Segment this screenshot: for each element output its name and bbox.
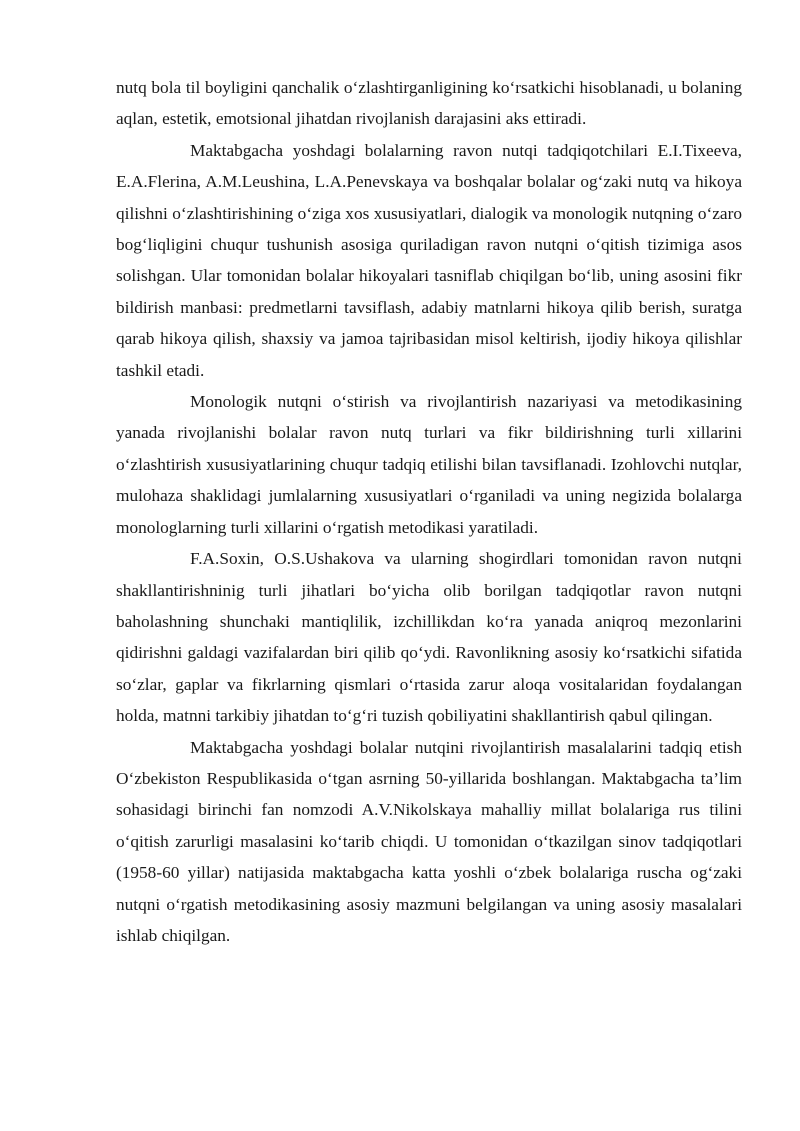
paragraph-monologic-speech: Monologik nutqni o‘stirish va rivojlantirish nazariyasi va metodikasining yanada rivojlanishi bolalar ravon nutq turlari va fikr bildirishning turli xillarini o‘zlashtirish xususiyatlarining chuqur tadqiq etilishi bilan tavsiflanadi. Izohlovchi nutqlar, mulohaza shaklidagi jumlalarning xususiyatlari o‘rganiladi va uning negizida bolalarga monologlarning turli xillarini o‘rgatish metodikasi yaratiladi.	[116, 392, 742, 537]
document-page	[116, 72, 742, 951]
paragraph-ravon-nutq-researchers: Maktabgacha yoshdagi bolalarning ravon nutqi tadqiqotchilari E.I.Tixeeva, E.A.Flerina, A.M.Leushina, L.A.Penevskaya va boshqalar bolalar og‘zaki nutq va hikoya qilishni o‘zlashtirishining o‘ziga xos xususiyatlari, dialogik va monologik nutqning o‘zaro bog‘liqligini chuqur tushunish asosiga quriladigan ravon nutqni o‘qitish tizimiga asos solishgan. Ular tomonidan bolalar hikoyalari tasniflab chiqilgan bo‘lib, uning asosini fikr bildirish manbasi: predmetlarni tavsiflash, adabiy matnlarni hikoya qilib berish, suratga qarab hikoya qilish, shaxsiy va jamoa tajribasidan misol keltirish, ijodiy hikoya qilishlar tashkil etadi.	[116, 140, 742, 380]
paragraph-continuation: nutq bola til boyligini qanchalik o‘zlashtirganligining ko‘rsatkichi hisoblanadi, u bolaning aqlan, estetik, emotsional jihatdan rivojlanish darajasini aks ettiradi.	[116, 78, 742, 129]
paragraph-uzbekistan-research: Maktabgacha yoshdagi bolalar nutqini rivojlantirish masalalarini tadqiq etish O‘zbekiston Respublikasida o‘tgan asrning 50-yillarida boshlangan. Maktabgacha ta’lim sohasidagi birinchi fan nomzodi A.V.Nikolskaya mahalliy millat bolalariga rus tilini o‘qitish zarurligi masalasini ko‘tarib chiqdi. U tomonidan o‘tkazilgan sinov tadqiqotlari (1958-60 yillar) natijasida maktabgacha katta yoshli o‘zbek bolalariga ruscha og‘zaki nutqni o‘rgatish metodikasining asosiy mazmuni belgilangan va uning asosiy masalalari ishlab chiqilgan.	[116, 737, 742, 945]
paragraph-soxin-ushakova: F.A.Soxin, O.S.Ushakova va ularning shogirdlari tomonidan ravon nutqni shakllantirishninig turli jihatlari bo‘yicha olib borilgan tadqiqotlar ravon nutqni baholashning shunchaki mantiqlilik, izchillikdan ko‘ra yanada aniqroq mezonlarini qidirishni galdagi vazifalardan biri qilib qo‘ydi. Ravonlikning asosiy ko‘rsatkichi sifatida so‘zlar, gaplar va fikrlarning qismlari o‘rtasida zarur aloqa vositalaridan foydalangan holda, matnni tarkibiy jihatdan to‘g‘ri tuzish qobiliyatini shakllantirish qabul qilingan.	[116, 549, 742, 726]
